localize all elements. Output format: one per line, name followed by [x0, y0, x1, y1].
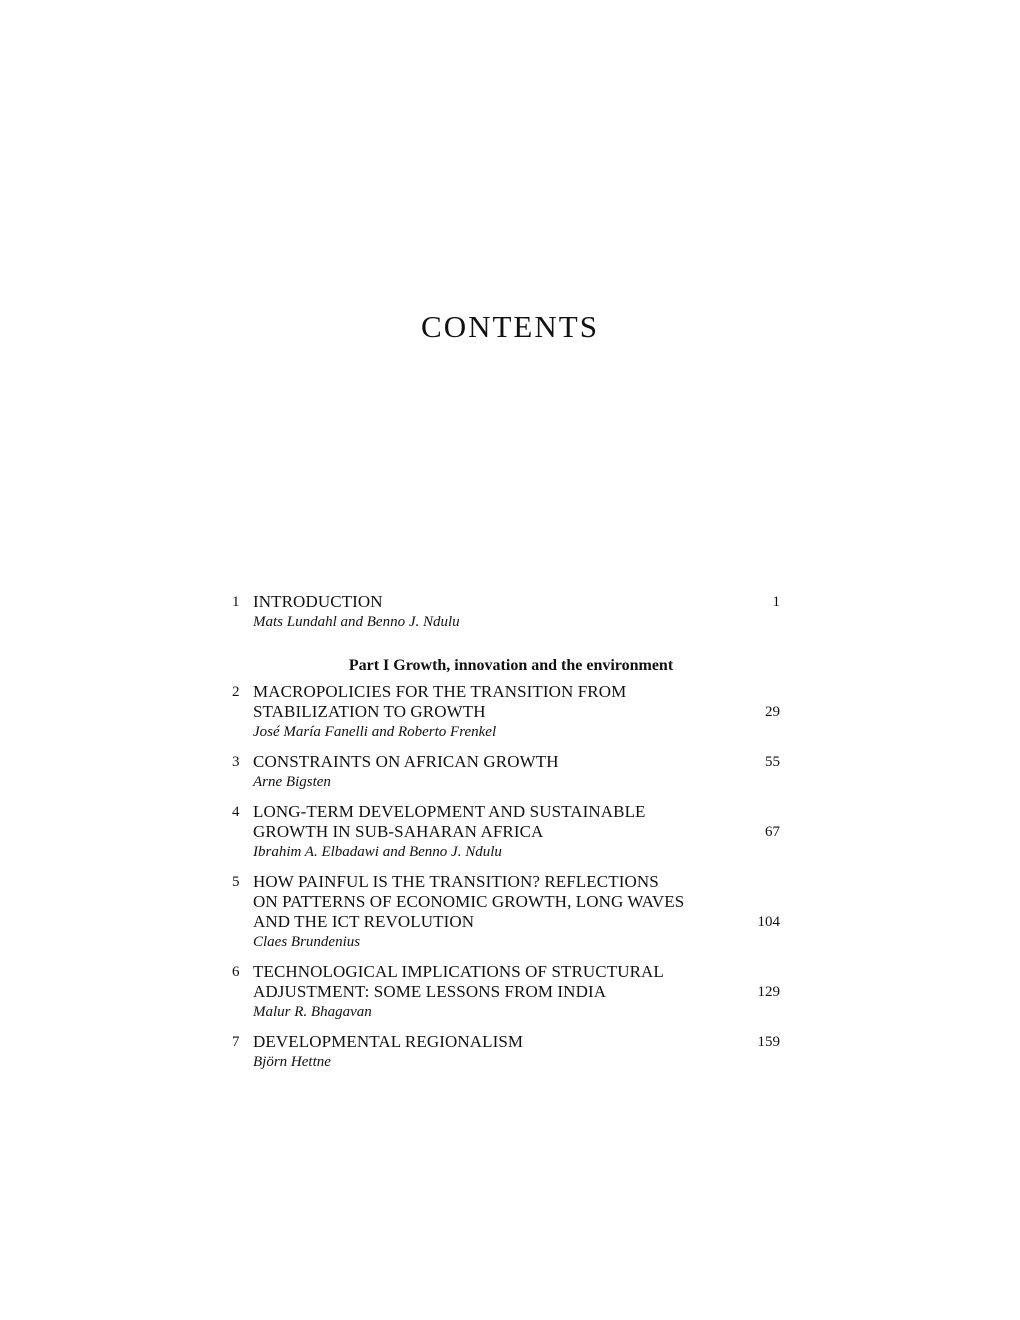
chapter-title-line: CONSTRAINTS ON AFRICAN GROWTH — [253, 752, 559, 771]
chapter-author: Arne Bigsten — [253, 774, 331, 790]
chapter-title-line: TECHNOLOGICAL IMPLICATIONS OF STRUCTURAL — [253, 962, 664, 981]
part-heading: Part I Growth, innovation and the environment — [348, 657, 674, 674]
chapter-author: Björn Hettne — [253, 1054, 331, 1070]
chapter-title-line: MACROPOLICIES FOR THE TRANSITION FROM — [253, 682, 627, 701]
page-number: 104 — [757, 914, 780, 930]
chapter-title-line: STABILIZATION TO GROWTH — [253, 702, 486, 721]
toc-entry-chapter-4[interactable] — [232, 802, 780, 862]
chapter-title-line: ADJUSTMENT: SOME LESSONS FROM INDIA — [253, 982, 607, 1001]
chapter-title-line: AND THE ICT REVOLUTION — [253, 912, 475, 931]
chapter-number: 7 — [232, 1034, 240, 1050]
page-number: 1 — [772, 594, 780, 610]
page-number: 129 — [757, 984, 780, 1000]
page-number: 29 — [765, 704, 780, 720]
chapter-number: 5 — [232, 874, 240, 890]
chapter-number: 1 — [232, 594, 240, 610]
toc-entry-chapter-5[interactable] — [232, 872, 780, 952]
chapter-list — [232, 682, 780, 1072]
chapter-title-line: INTRODUCTION — [253, 592, 383, 611]
chapter-title-line: HOW PAINFUL IS THE TRANSITION? REFLECTIONS — [253, 872, 659, 891]
toc-entry-chapter-3[interactable] — [232, 752, 780, 792]
chapter-title-line: DEVELOPMENTAL REGIONALISM — [253, 1032, 524, 1051]
toc-entry-chapter-7[interactable] — [232, 1032, 780, 1072]
chapter-author: Mats Lundahl and Benno J. Ndulu — [253, 614, 460, 630]
chapter-title-line: ON PATTERNS OF ECONOMIC GROWTH, LONG WAVES — [253, 892, 685, 911]
chapter-author: Claes Brundenius — [253, 934, 361, 950]
chapter-author: Ibrahim A. Elbadawi and Benno J. Ndulu — [253, 844, 502, 860]
page-number: 55 — [765, 754, 780, 770]
chapter-author: Malur R. Bhagavan — [253, 1004, 372, 1020]
page-number: 159 — [757, 1034, 780, 1050]
table-of-contents — [232, 592, 780, 1082]
page-title: CONTENTS — [421, 308, 599, 344]
chapter-title-line: GROWTH IN SUB-SAHARAN AFRICA — [253, 822, 544, 841]
chapter-number: 4 — [232, 804, 240, 820]
chapter-author: José María Fanelli and Roberto Frenkel — [253, 724, 497, 740]
toc-entry-chapter-2[interactable] — [232, 682, 780, 742]
toc-entry-chapter-6[interactable] — [232, 962, 780, 1022]
chapter-number: 2 — [232, 684, 240, 700]
chapter-title-line: LONG-TERM DEVELOPMENT AND SUSTAINABLE — [253, 802, 646, 821]
chapter-number: 3 — [232, 754, 240, 770]
chapter-number: 6 — [232, 964, 240, 980]
toc-entry-intro[interactable] — [232, 592, 780, 632]
page-number: 67 — [765, 824, 780, 840]
